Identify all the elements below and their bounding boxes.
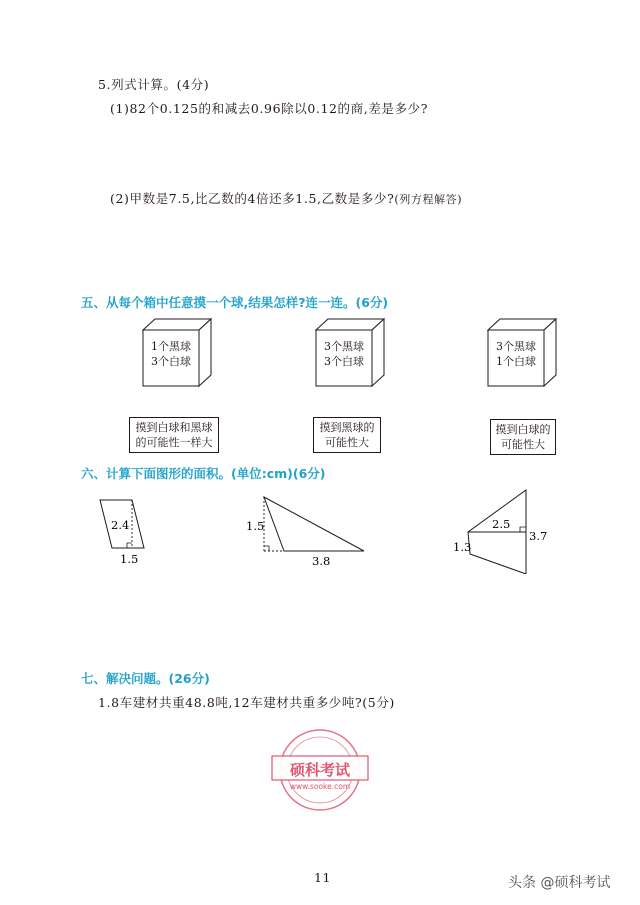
page-number: 11 xyxy=(314,870,332,885)
fig3-left-label: 1.3 xyxy=(453,540,472,554)
fig3-right-label: 3.7 xyxy=(529,529,548,543)
fig1-height-label: 2.4 xyxy=(111,518,130,532)
box-2-line1: 3个黑球 xyxy=(324,340,364,353)
q5-sub1: (1)82个0.125的和减去0.96除以0.12的商,差是多少? xyxy=(110,101,429,116)
result-box-1 xyxy=(129,417,219,453)
section7-title: 七、解决问题。(26分) xyxy=(81,671,210,686)
section6-title: 六、计算下面图形的面积。(单位:cm)(6分) xyxy=(81,466,326,481)
sec7-q1: 1.8车建材共重48.8吨,12车建材共重多少吨?(5分) xyxy=(98,695,395,710)
result-3-line2: 可能性大 xyxy=(501,438,545,451)
result-2-line2: 可能性大 xyxy=(325,436,369,449)
fig3-top-label: 2.5 xyxy=(492,517,511,531)
fig2-base-label: 3.8 xyxy=(312,554,331,568)
result-box-3 xyxy=(490,419,556,455)
box-2-line2: 3个白球 xyxy=(324,355,364,368)
box-3-line2: 1个白球 xyxy=(496,355,536,368)
box-1-line2: 3个白球 xyxy=(151,355,191,368)
fig1-base-label: 1.5 xyxy=(120,552,139,566)
fig2-height-label: 1.5 xyxy=(246,519,265,533)
result-box-2 xyxy=(313,417,381,453)
figure-composite xyxy=(448,484,558,574)
box-2-label xyxy=(316,339,372,369)
box-3-label xyxy=(488,339,544,369)
result-3-line1: 摸到白球的 xyxy=(495,423,551,436)
q5-sub2 xyxy=(110,189,462,207)
q5-sub2-hint: (列方程解答) xyxy=(394,193,463,206)
result-1-line1: 摸到白球和黑球 xyxy=(135,421,213,434)
q5-title: 5.列式计算。(4分) xyxy=(98,77,210,92)
box-1-line1: 1个黑球 xyxy=(151,340,191,353)
stamp-logo xyxy=(270,726,370,814)
stamp-url-text: www.sooke.com xyxy=(289,782,351,791)
q5-sub2-text: (2)甲数是7.5,比乙数的4倍还多1.5,乙数是多少? xyxy=(110,191,395,206)
stamp-main-text: 硕科考试 xyxy=(289,761,351,779)
section5-title: 五、从每个箱中任意摸一个球,结果怎样?连一连。(6分) xyxy=(81,295,389,310)
figure-parallelogram xyxy=(96,490,156,570)
result-1-line2: 的可能性一样大 xyxy=(135,436,213,449)
figure-triangle xyxy=(240,490,370,570)
box-1-label xyxy=(143,339,199,369)
box-3-line1: 3个黑球 xyxy=(496,340,536,353)
watermark: 头条 @硕科考试 xyxy=(508,875,611,891)
result-2-line1: 摸到黑球的 xyxy=(319,421,375,434)
